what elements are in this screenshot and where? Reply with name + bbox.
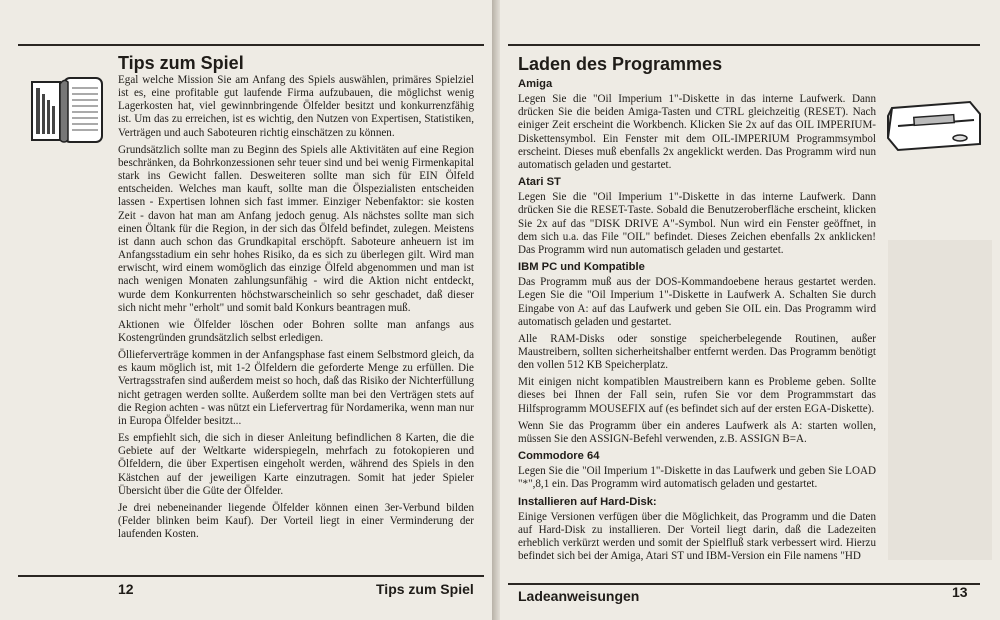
paragraph: Das Programm muß aus der DOS-Kommandoebene heraus gestartet werden. Legen Sie die "Oil Imperium 1"-Diskette in Laufwerk A. Schalten Sie durch Eingabe von A: auf das Laufwerk und geben Sie OIL ein. Das Programm wird automatisch geladen und gestartet. (518, 276, 876, 328)
paragraph: Legen Sie die "Oil Imperium 1"-Diskette in das Laufwerk und geben Sie LOAD "*",8,1 ein. Das Programm wird automatisch geladen und gestartet. (518, 465, 876, 491)
bottom-rule (508, 583, 980, 585)
bottom-rule (18, 575, 484, 577)
paragraph: Legen Sie die "Oil Imperium 1"-Diskette in das interne Laufwerk. Dann drücken Sie die beiden Amiga-Tasten und CTRL gleichzeitig (RESET). Nach einiger Zeit erscheint die Workbench. Klicken Sie 2x auf das OIL IMPERIUM-Diskettensymbol. Ein Fenster mit dem OIL-IMPERIUM Programmsymbol erscheint. Dieses muß ebenfalls 2x angeklickt werden. Das Programm wird nun automatisch geladen und gestartet. (518, 93, 876, 171)
book-icon (28, 74, 110, 148)
paragraph: Wenn Sie das Programm über ein anderes Laufwerk als A: starten wollen, müssen Sie den ASSIGN-Befehl verwenden, z.B. ASSIGN B=A. (518, 419, 876, 445)
top-rule (18, 44, 484, 46)
footer-title: Tips zum Spiel (376, 581, 474, 597)
paragraph: Grundsätzlich sollte man zu Beginn des Spiels alle Aktivitäten auf eine Region beschränken, da Bohrkonzessionen sehr teuer sind und bei wenig Firmenkapital stark ins Gewicht fallen. Desweiteren sollte man sich für EIN Ölfeld entscheiden. Welches man kauft, sollte man die Ölspezialisten entscheiden lassen - Expertisen lohnen sich fast immer. Einziger Nebenfaktor: sie kosten Zeit - davon hat man am Anfang jedoch genug. Als nächstes sollte man sich einen Öltank für die Region, in der sich das Ölfeld befindet, zulegen. Meistens ist dann auch schon das Grundkapital erschöpft. Saboteure anheuern ist im Anfangsstadium ein sehr hohes Risiko, da es sich zu überlegen gilt. Wird man erwischt, wird einem womöglich das einzige Ölfeld abgenommen und man ist nach wenigen Monaten zahlungsunfähig - wird die Aktion nicht entdeckt, wurde dem Konkurrenten höchstwarscheinlich so sehr geschadet, daß dieser sich nicht mehr "erholt" und somit bald Konkurs beantragen muß. (118, 143, 474, 314)
top-rule (508, 44, 980, 46)
left-page (0, 0, 492, 620)
page-number: 12 (118, 581, 134, 597)
footer-title: Ladeanweisungen (518, 588, 640, 604)
tips-text (118, 74, 474, 545)
page-title: Laden des Programmes (518, 54, 723, 74)
page-title: Tips zum Spiel (118, 53, 244, 73)
paragraph: Mit einigen nicht kompatiblen Maustreibern kann es Probleme geben. Sollte dieses bei Ihnen der Fall sein, rufen Sie vor dem Programmstart das Hilfsprogramm MOUSEFIX auf (es befindet sich auf der ersten EGA-Diskette). (518, 376, 876, 415)
page-number: 13 (952, 584, 968, 600)
paragraph: Es empfiehlt sich, die sich in dieser Anleitung befindlichen 8 Karten, die die Gebiete auf der Weltkarte widerspiegeln, mehrfach zu fotokopieren und Ölfeldern, die über Expertisen eingeholt werden, während des Spiels in den Kästchen auf der jeweiligen Karte einzutragen. Somit hat jeder Spieler Übersicht über die Güte der Ölfelder. (118, 432, 474, 497)
paragraph: Öllieferverträge kommen in der Anfangsphase fast einem Selbstmord gleich, da es kaum möglich ist, mit 1-2 Ölfeldern die geforderte Menge zu erfüllen. Die Vertragsstrafen sind außerdem meist so hoch, daß das Risiko der Nichterfüllung nicht getragen werden sollte. Außerdem sollte man bei den Verträgen stets auf die Region achten - was nützt ein Liefervertrag für Nordamerika, wenn man nur in Europa Ölfelder besitzt... (118, 349, 474, 427)
paragraph: Egal welche Mission Sie am Anfang des Spiels auswählen, primäres Spielziel ist es, eine profitable gut laufende Firma aufzubauen, die möglichst wenig Lagerkosten hat, viel gewinnbringende Ölfelder besitzt und konkurrenzfähig ist. Um das zu erreichen, ist es wichtig, den Nutzen von Expertisen, Statistiken, Verträgen und auch Saboteuren richtig einschätzen zu können. (118, 74, 474, 139)
bleed-through-area (888, 240, 992, 560)
paragraph: Legen Sie die "Oil Imperium 1"-Diskette in das interne Laufwerk. Dann drücken Sie die RESET-Taste. Sobald die Benutzeroberfläche erscheint, klicken Sie 2x auf das "DISK DRIVE A"-Symbol. Nun wird ein Fenster geöffnet, in dem sich u.a. das File "OIL" befindet. Dieses Zeichen ebenfalls 2x anklicken! Das Programm wird nun automatisch geladen und gestartet. (518, 191, 876, 256)
section-heading: Installieren auf Hard-Disk: (518, 495, 657, 508)
loading-text (518, 76, 876, 567)
section-heading: Amiga (518, 78, 553, 90)
paragraph: Aktionen wie Ölfelder löschen oder Bohren sollte man anfangs aus Kostengründen grundsätzlich selbst erledigen. (118, 318, 474, 344)
disk-drive-icon (884, 98, 984, 154)
section-heading: IBM PC und Kompatible (518, 261, 645, 274)
right-page (500, 0, 1000, 620)
paragraph: Alle RAM-Disks oder sonstige speicherbelegende Routinen, außer Maustreibern, sollten sicherheitshalber entfernt werden. Das Programm benötigt den vollen 512 KB Speicherplatz. (518, 332, 876, 372)
paragraph: Je drei nebeneinander liegende Ölfelder können einen 3er-Verbund bilden (Felder blinken beim Kauf). Der Vorteil liegt in einer Verminderung der laufenden Kosten. (118, 501, 474, 541)
book-gutter (492, 0, 500, 620)
section-heading: Commodore 64 (518, 450, 600, 463)
paragraph: Einige Versionen verfügen über die Möglichkeit, das Programm und die Daten auf Hard-Disk zu installieren. Der Vorteil liegt darin, daß die Ladezeiten erheblich verkürzt werden und somit der Spielfluß stark verbessert wird. Hierzu befindet sich bei der Amiga, Atari ST und IBM-Version ein File namens "HD (518, 510, 876, 563)
section-heading: Atari ST (518, 176, 561, 189)
